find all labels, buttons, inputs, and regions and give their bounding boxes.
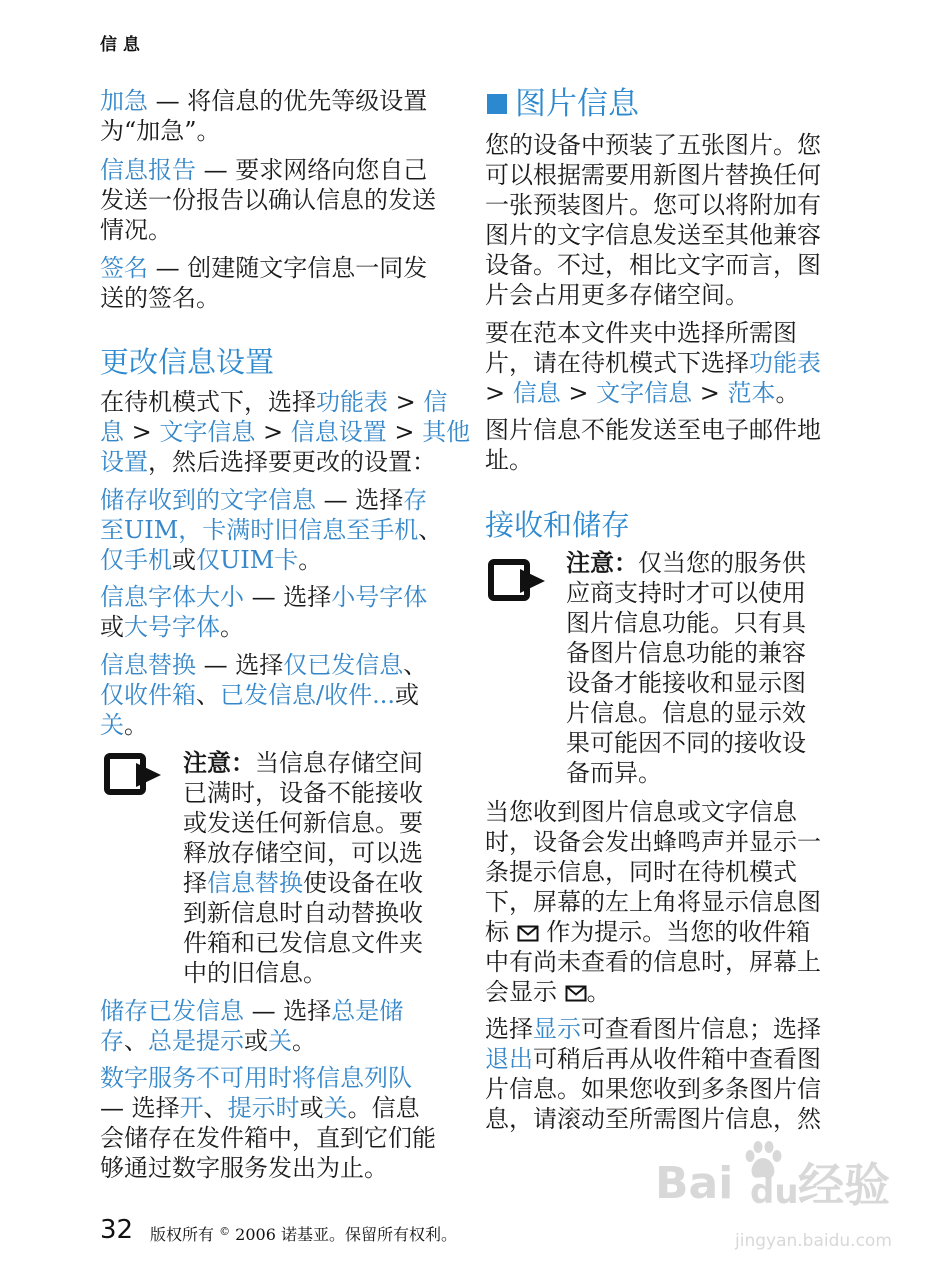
copyright-symbol: © [219,1225,231,1238]
text-line [566,698,806,728]
text-line [183,868,423,898]
text-line [100,387,470,417]
text-line [183,808,423,838]
text-line [100,185,436,215]
menu-term: 退出 [485,1045,533,1073]
copyright-prefix: 版权所有 [150,1225,220,1244]
text-run: > [386,418,423,446]
text-line [485,250,821,280]
text-line [485,1104,821,1134]
text-run: 备而异。 [566,759,662,787]
text-run: > [124,418,160,446]
menu-term: 信息设置 [290,418,387,446]
text-run: 会显示 [485,978,565,1006]
text-run: 或 [100,613,124,641]
text-run: 情况。 [100,216,172,244]
setting-message-replace [100,650,427,740]
text-run: 片信息。信息的显示效 [566,699,806,727]
text-line [183,778,423,808]
text-run: 息，请滚动至所需图片信息，然 [485,1105,821,1133]
text-line [100,1123,436,1153]
menu-term: 已发信息/收件... [220,681,395,709]
text-run: 备图片信息功能的兼容 [566,639,806,667]
text-run: 您的设备中预装了五张图片。您 [485,131,821,159]
menu-term: 功能表 [316,388,388,416]
text-run: — 选择 [196,651,284,679]
setting-urgent [100,86,427,146]
text-run: 当您收到图片信息或文字信息 [485,798,797,826]
section-heading-change-settings: 更改信息设置 [100,345,275,379]
menu-term: 小号字体 [331,583,428,611]
watermark-brand-left: Bai [655,1158,734,1209]
text-run: 、 [418,516,443,544]
text-run: 片，请在待机模式下选择 [485,349,749,377]
text-line [100,447,470,477]
text-run: 。 [298,546,323,574]
text-run: > [388,388,424,416]
text-line [100,680,427,710]
text-run: 为“加急”。 [100,117,221,145]
menu-term: 信息报告 [100,156,196,184]
text-run: 或 [299,1094,324,1122]
menu-term: 开 [179,1094,204,1122]
text-line [485,947,821,977]
menu-term: 总是储 [331,997,404,1025]
text-run: 可以根据需要用新图片替换任何 [485,161,821,189]
text-run: 或发送任何新信息。要 [183,809,423,837]
text-run: — 创建随文字信息一同发 [148,254,428,282]
text-run: 要在范本文件夹中选择所需图 [485,319,797,347]
text-run: 在待机模式下，选择 [100,388,316,416]
text-run: 时，设备会发出蜂鸣声并显示一 [485,828,821,856]
menu-term: 仅UIM卡 [196,546,299,574]
paragraph-preinstalled-pictures [485,130,821,310]
text-line [485,415,821,445]
text-run: 仅当您的服务供 [638,549,806,577]
menu-term: 总是提示 [148,1027,244,1055]
text-line [100,485,442,515]
menu-term: 信 [423,388,448,416]
menu-term: 信息替换 [100,651,196,679]
text-line [100,545,442,575]
text-run: 。 [292,1027,316,1055]
text-line [485,280,821,310]
text-run: — 选择 [244,583,332,611]
text-run: 件箱和已发信息文件夹 [183,929,423,957]
menu-term: 存 [403,486,428,514]
text-line [485,887,821,917]
text-line [100,253,427,283]
text-run: 、 [403,651,428,679]
menu-term: 仅收件箱 [100,681,196,709]
text-line [485,1074,821,1104]
menu-term: 其他 [422,418,471,446]
menu-term: 数字服务不可用时将信息列队 [100,1064,412,1092]
text-run: 发送一份报告以确认信息的发送 [100,186,436,214]
note-storage-full [183,748,423,988]
setting-font-size [100,582,427,642]
text-run: 、 [196,681,220,709]
text-line [485,797,821,827]
text-run: — 选择 [100,1094,180,1122]
text-line [566,608,806,638]
text-line [485,445,821,475]
text-line [566,638,806,668]
text-run: 或 [172,546,196,574]
copyright-notice [150,1222,457,1245]
text-line [566,728,806,758]
menu-term: 加急 [100,87,148,115]
menu-term: 文字信息 [596,379,693,407]
text-line [100,1093,436,1123]
setting-queue-messages [100,1063,436,1183]
text-line [100,710,427,740]
menu-term: 关 [100,711,124,739]
text-line [485,160,821,190]
text-run: 。信息 [347,1094,420,1122]
text-line [183,748,423,778]
note-icon [487,558,547,604]
text-line [566,668,806,698]
menu-term: 提示时 [227,1094,300,1122]
paragraph-view-exit [485,1014,821,1134]
text-run: 、 [124,1027,148,1055]
text-run: 设备才能接收和显示图 [566,669,806,697]
note-label: 注意： [183,748,255,777]
menu-term: 大号字体 [124,613,220,641]
text-line [566,548,806,578]
text-run: 到新信息时自动替换收 [183,899,423,927]
heading-text: 图片信息 [515,86,639,122]
note-service-support [566,548,806,788]
text-line [183,838,423,868]
menu-term: 储存已发信息 [100,997,244,1025]
text-line [485,857,821,887]
text-line [183,958,423,988]
menu-term: 储存收到的文字信息 [100,486,316,514]
text-run: — 选择 [244,997,332,1025]
text-run: 。 [775,379,800,407]
text-line [485,1014,821,1044]
paragraph-templates [485,318,821,408]
text-run: 设备。不过，相比文字而言，图 [485,251,821,279]
menu-term: 仅已发信息 [283,651,404,679]
text-run: > [560,379,597,407]
text-run: 择 [183,869,207,897]
text-run: 使设备在收 [303,869,423,897]
setting-store-received [100,485,442,575]
text-run: 送的签名。 [100,284,220,312]
text-line [100,155,436,185]
text-run: 、 [203,1094,228,1122]
text-line [183,928,423,958]
text-line [485,220,821,250]
text-run: 条提示信息，同时在待机模式 [485,858,797,886]
watermark-brand-right: du [750,1172,799,1212]
text-line [100,1153,436,1183]
text-run: 可查看图片信息；选择 [581,1015,821,1043]
menu-term: 至UIM，卡满时旧信息至手机 [100,516,419,544]
text-run: 址。 [485,446,533,474]
text-line [100,283,427,313]
text-line [566,578,806,608]
text-line [485,348,821,378]
running-header: 信 息 [100,35,140,55]
text-run: 。 [586,978,611,1006]
section-heading-receive-store: 接收和储存 [485,508,631,542]
menu-term: 设置 [100,448,148,476]
text-line [183,898,423,928]
text-run: 作为提示。当您的收件箱 [538,918,811,946]
text-run: — 将信息的优先等级设置 [148,87,428,115]
text-run: — 要求网络向您自己 [196,156,428,184]
copyright-suffix: 2006 诺基亚。保留所有权利。 [230,1225,457,1244]
menu-term: 存 [100,1027,124,1055]
text-run: > [255,418,291,446]
text-run: 图片信息不能发送至电子邮件地 [485,416,821,444]
watermark-product: 经验 [798,1158,890,1212]
menu-term: 功能表 [749,349,821,377]
text-line [485,827,821,857]
note-label: 注意： [566,548,638,577]
text-run: 或 [394,681,419,709]
text-line [100,996,403,1026]
text-run: 下，屏幕的左上角将显示信息图 [485,888,821,916]
text-run: 图片信息功能。只有具 [566,609,806,637]
text-line [485,190,821,220]
text-run: 图片的文字信息发送至其他兼容 [485,221,821,249]
text-run: 或 [244,1027,268,1055]
text-run: 片信息。如果您收到多条图片信 [485,1075,821,1103]
text-run: 中有尚未查看的信息时，屏幕上 [485,948,821,976]
text-run: 标 [485,918,517,946]
text-run: 已满时，设备不能接收 [183,779,423,807]
menu-term: 文字信息 [159,418,256,446]
text-run: 当信息存储空间 [255,749,423,777]
text-run: 中的旧信息。 [183,959,327,987]
menu-term: 信息 [512,379,561,407]
text-run: ，然后选择要更改的设置： [148,448,436,476]
text-line [100,1063,436,1093]
menu-term: 范本 [727,379,776,407]
setting-delivery-report [100,155,436,245]
watermark-url: jingyan.baidu.com [735,1231,892,1251]
paragraph-no-email [485,415,821,475]
text-run: 一张预装图片。您可以将附加有 [485,191,821,219]
text-line [485,917,821,947]
text-run: 果可能因不同的接收设 [566,729,806,757]
text-line [485,378,821,408]
paragraph-on-receive [485,797,821,1007]
text-run: 释放存储空间，可以选 [183,839,423,867]
menu-term: 签名 [100,254,148,282]
menu-term: 信息字体大小 [100,583,244,611]
text-line [100,417,470,447]
text-line [485,977,821,1007]
text-run: 选择 [485,1015,533,1043]
menu-term: 关 [268,1027,292,1055]
setting-signature [100,253,427,313]
text-run: — 选择 [316,486,404,514]
text-run: > [692,379,728,407]
text-line [566,758,806,788]
text-line [485,318,821,348]
text-run: 应商支持时才可以使用 [566,579,806,607]
text-line [485,1044,821,1074]
note-icon [103,752,163,798]
text-run: 。 [220,613,244,641]
text-run: > [485,379,513,407]
text-line [100,86,427,116]
text-run: 片会占用更多存储空间。 [485,281,749,309]
section-heading-picture-messages [487,84,639,124]
menu-term: 关 [323,1094,348,1122]
text-run: 会储存在发件箱中，直到它们能 [100,1124,436,1152]
text-line [100,116,427,146]
change-settings-intro [100,387,470,477]
menu-term: 显示 [533,1015,581,1043]
envelope-icon [565,985,587,1002]
text-line [485,130,821,160]
text-line [100,650,427,680]
page-number: 32 [100,1215,134,1245]
text-line [100,215,436,245]
text-run: 够通过数字服务发出为止。 [100,1154,388,1182]
setting-store-sent [100,996,403,1056]
envelope-icon [517,925,539,942]
menu-term: 仅手机 [100,546,172,574]
square-marker-icon [487,94,507,114]
text-run: 。 [124,711,148,739]
menu-term: 息 [100,418,124,446]
menu-term: 信息替换 [207,869,303,897]
text-line [100,612,427,642]
text-run: 可稍后再从收件箱中查看图 [533,1045,821,1073]
text-line [100,515,442,545]
text-line [100,582,427,612]
text-line [100,1026,403,1056]
